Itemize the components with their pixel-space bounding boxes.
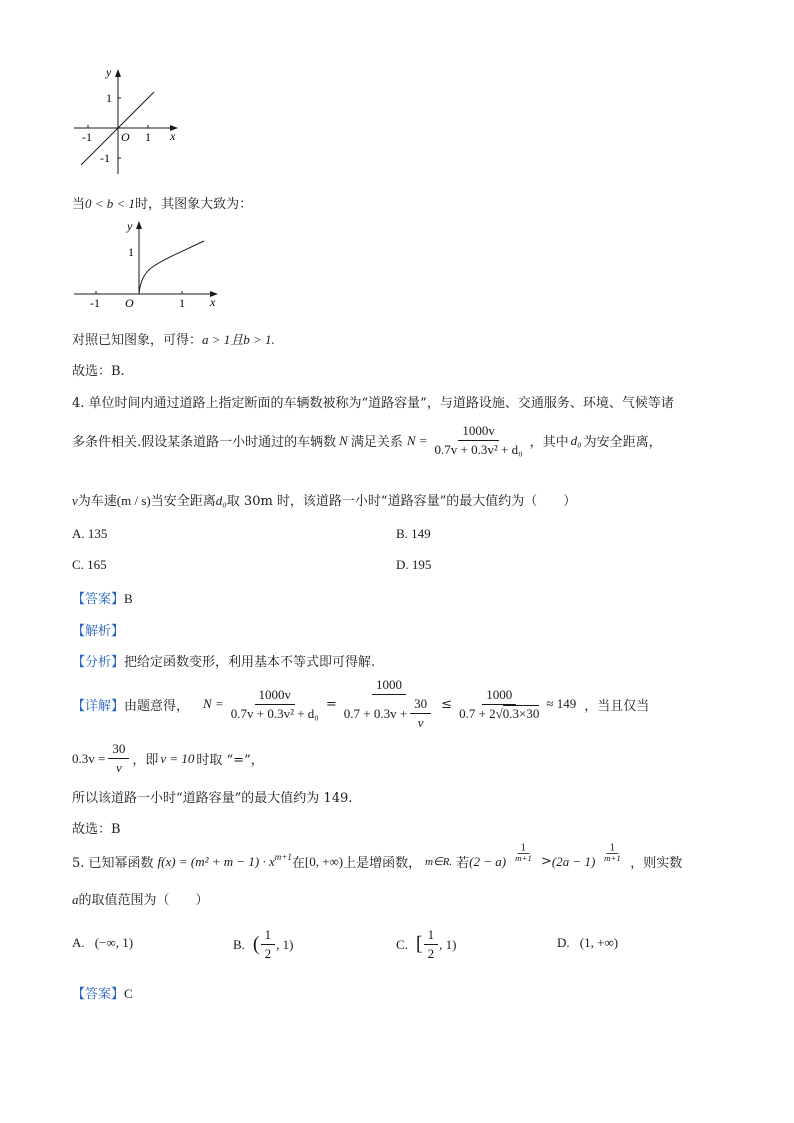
x-label: x [210,295,216,309]
q4-equality: 0.3v = $\frac{30}{v}$ ，即 v = 10 时取 “=”， [72,741,264,775]
q5-answer: 【答案】C [72,986,133,1002]
q4-option-a: A. 135 [72,526,108,541]
q4-answer: 【答案】B [72,591,133,607]
tick-x-neg-label: -1 [82,130,92,144]
q4-option-c: C. 165 [72,557,107,572]
sqrt-icon: √ [495,705,503,721]
q4-line3: v为车速(m / s)当安全距离d₀取 30m 时，该道路一小时“道路容量”的最大值约为（ ） [72,493,577,509]
q5-option-d: D. (1, +∞) [557,935,619,950]
tick-x-pos-label: 1 [179,296,185,310]
y-label: y [127,219,133,233]
q4-detail: 【详解】 由题意得， N = $\frac{1000v}{\text{0.7v + 0.3v² + d₀}}$ = 1000 0.7 + 0.3v + $\frac{30}{v}$ ≤ $\frac{1000}{0.7 + 2√0.3\times 30}$ ≈ 149 ，当且仅当 [72,677,650,730]
tick-x-pos-label: 1 [145,130,151,144]
q4-option-d: D. 195 [396,557,432,572]
q4-fenxi: 【分析】把给定函数变形，利用基本不等式即可得解. [72,655,376,670]
tick-y-pos-label: 1 [106,91,112,105]
x-label: x [170,129,176,143]
q4-formula: $\frac{1000v}{\text{0.7v + 0.3v² + d₀}}$ [434,423,523,457]
q4-line2: 多条件相关.假设某条道路一小时通过的车辆数 N 满足关系 N = $\frac{1000v}{\text{0.7v + 0.3v² + d₀}}$ ，其中 d₀ 为安全距离， [72,423,662,457]
q5-line2: a的取值范围为（ ） [72,892,209,908]
q4-option-b: B. 149 [396,526,431,541]
q5-line1: 5. 已知幂函数 f(x) = (m² + m − 1) · x $^{m+1}$ 在 [0, +∞) 上是增函数， m∈R. 若 (2 − a) $\frac{1}{m+1}$ > (2a − 1) $\frac{1}{m+1}$ ，则实数 [72,842,683,871]
q5-option-a: A. (−∞, 1) [72,935,134,950]
q5-option-c: C. [ $\frac{1}{2}$ , 1) [396,927,457,961]
y-axis-arrow-icon [136,221,142,229]
origin-label: O [125,296,134,310]
q4-line1: 4. 单位时间内通过道路上指定断面的车辆数被称为“道路容量”，与道路设施、交通服务、环境、气候等诸 [72,396,674,411]
q5-option-b: B. ( $\frac{1}{2}$ , 1) [233,927,294,961]
q4-analysis-tag: 【解析】 [72,624,125,639]
tick-x-neg-label: -1 [90,296,100,310]
choice-q3: 故选：B. [72,364,125,379]
y-axis-arrow-icon [115,69,121,77]
case-line: 当0 < b < 1时，其图象大致为： [72,196,253,212]
graph-power [66,212,226,312]
tick-y-neg-label: -1 [100,151,110,165]
compare-line: 对照已知图象，可得：a > 1且b > 1. [72,332,275,348]
origin-label: O [121,130,130,144]
q4-conclusion: 所以该道路一小时“道路容量”的最大值约为 149. [72,791,353,806]
y-label: y [106,65,112,79]
power-curve [139,241,204,294]
q4-choice: 故选：B [72,822,121,837]
tick-y-pos-label: 1 [128,245,134,259]
graph-linear [66,62,186,177]
